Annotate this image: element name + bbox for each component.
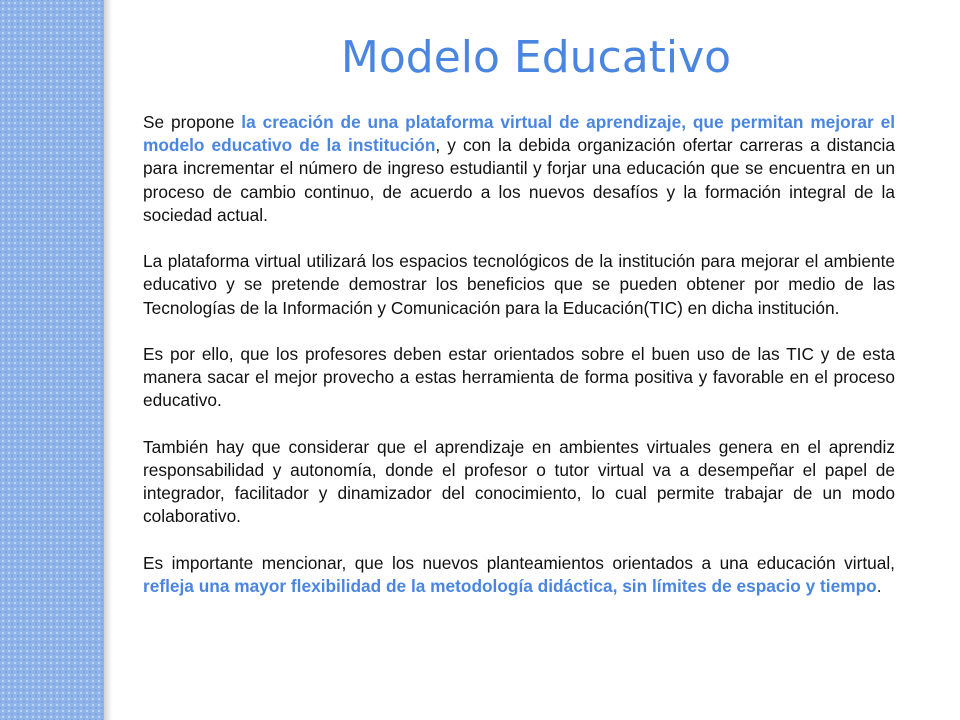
slide-body [143,111,895,598]
paragraph-proposal [143,111,895,227]
paragraph-conclusion [143,552,895,598]
paragraph-teachers: Es por ello, que los profesores deben estar orientados sobre el buen uso de las TIC y de esta manera sacar el mejor provecho a estas herramienta de forma positiva y favorable en el proceso educativo. [143,344,895,411]
paragraph-text: Se propone [143,112,242,132]
sidebar-shadow [104,0,112,720]
highlighted-text: refleja una mayor flexibilidad de la metodología didáctica, sin límites de espacio y tiempo [143,576,877,596]
slide-title: Modelo Educativo [340,32,732,83]
highlighted-text: la creación de una plataforma virtual de aprendizaje, que permitan mejorar el modelo educativo de la institución [143,112,895,156]
decorative-sidebar [0,0,104,720]
paragraph-text: . [876,576,882,596]
paragraph-text: Es importante mencionar, que los nuevos planteamientos orientados a una educación virtual, [143,552,895,573]
paragraph-platform: La plataforma virtual utilizará los espacios tecnológicos de la institución para mejorar el ambiente educativo y se pretende demostrar los beneficios que se pueden obtener por medio de las Tecnologías de la Información y Comunicación para la Educación(TIC) en dicha institución. [143,251,895,318]
paragraph-virtual-learning: También hay que considerar que el aprendizaje en ambientes virtuales genera en el aprendiz responsabilidad y autonomía, donde el profesor o tutor virtual va a desempeñar el papel de integrador, facilitador y dinamizador del conocimiento, lo cual permite trabajar de un modo colaborativo. [143,436,895,527]
paragraph-text: , y con la debida organización ofertar carreras a distancia para incrementar el número de ingreso estudiantil y forjar una educación que se encuentra en un proceso de cambio continuo, de acuerdo a los nuevos desafíos y la formación integral de la sociedad actual. [143,135,895,225]
